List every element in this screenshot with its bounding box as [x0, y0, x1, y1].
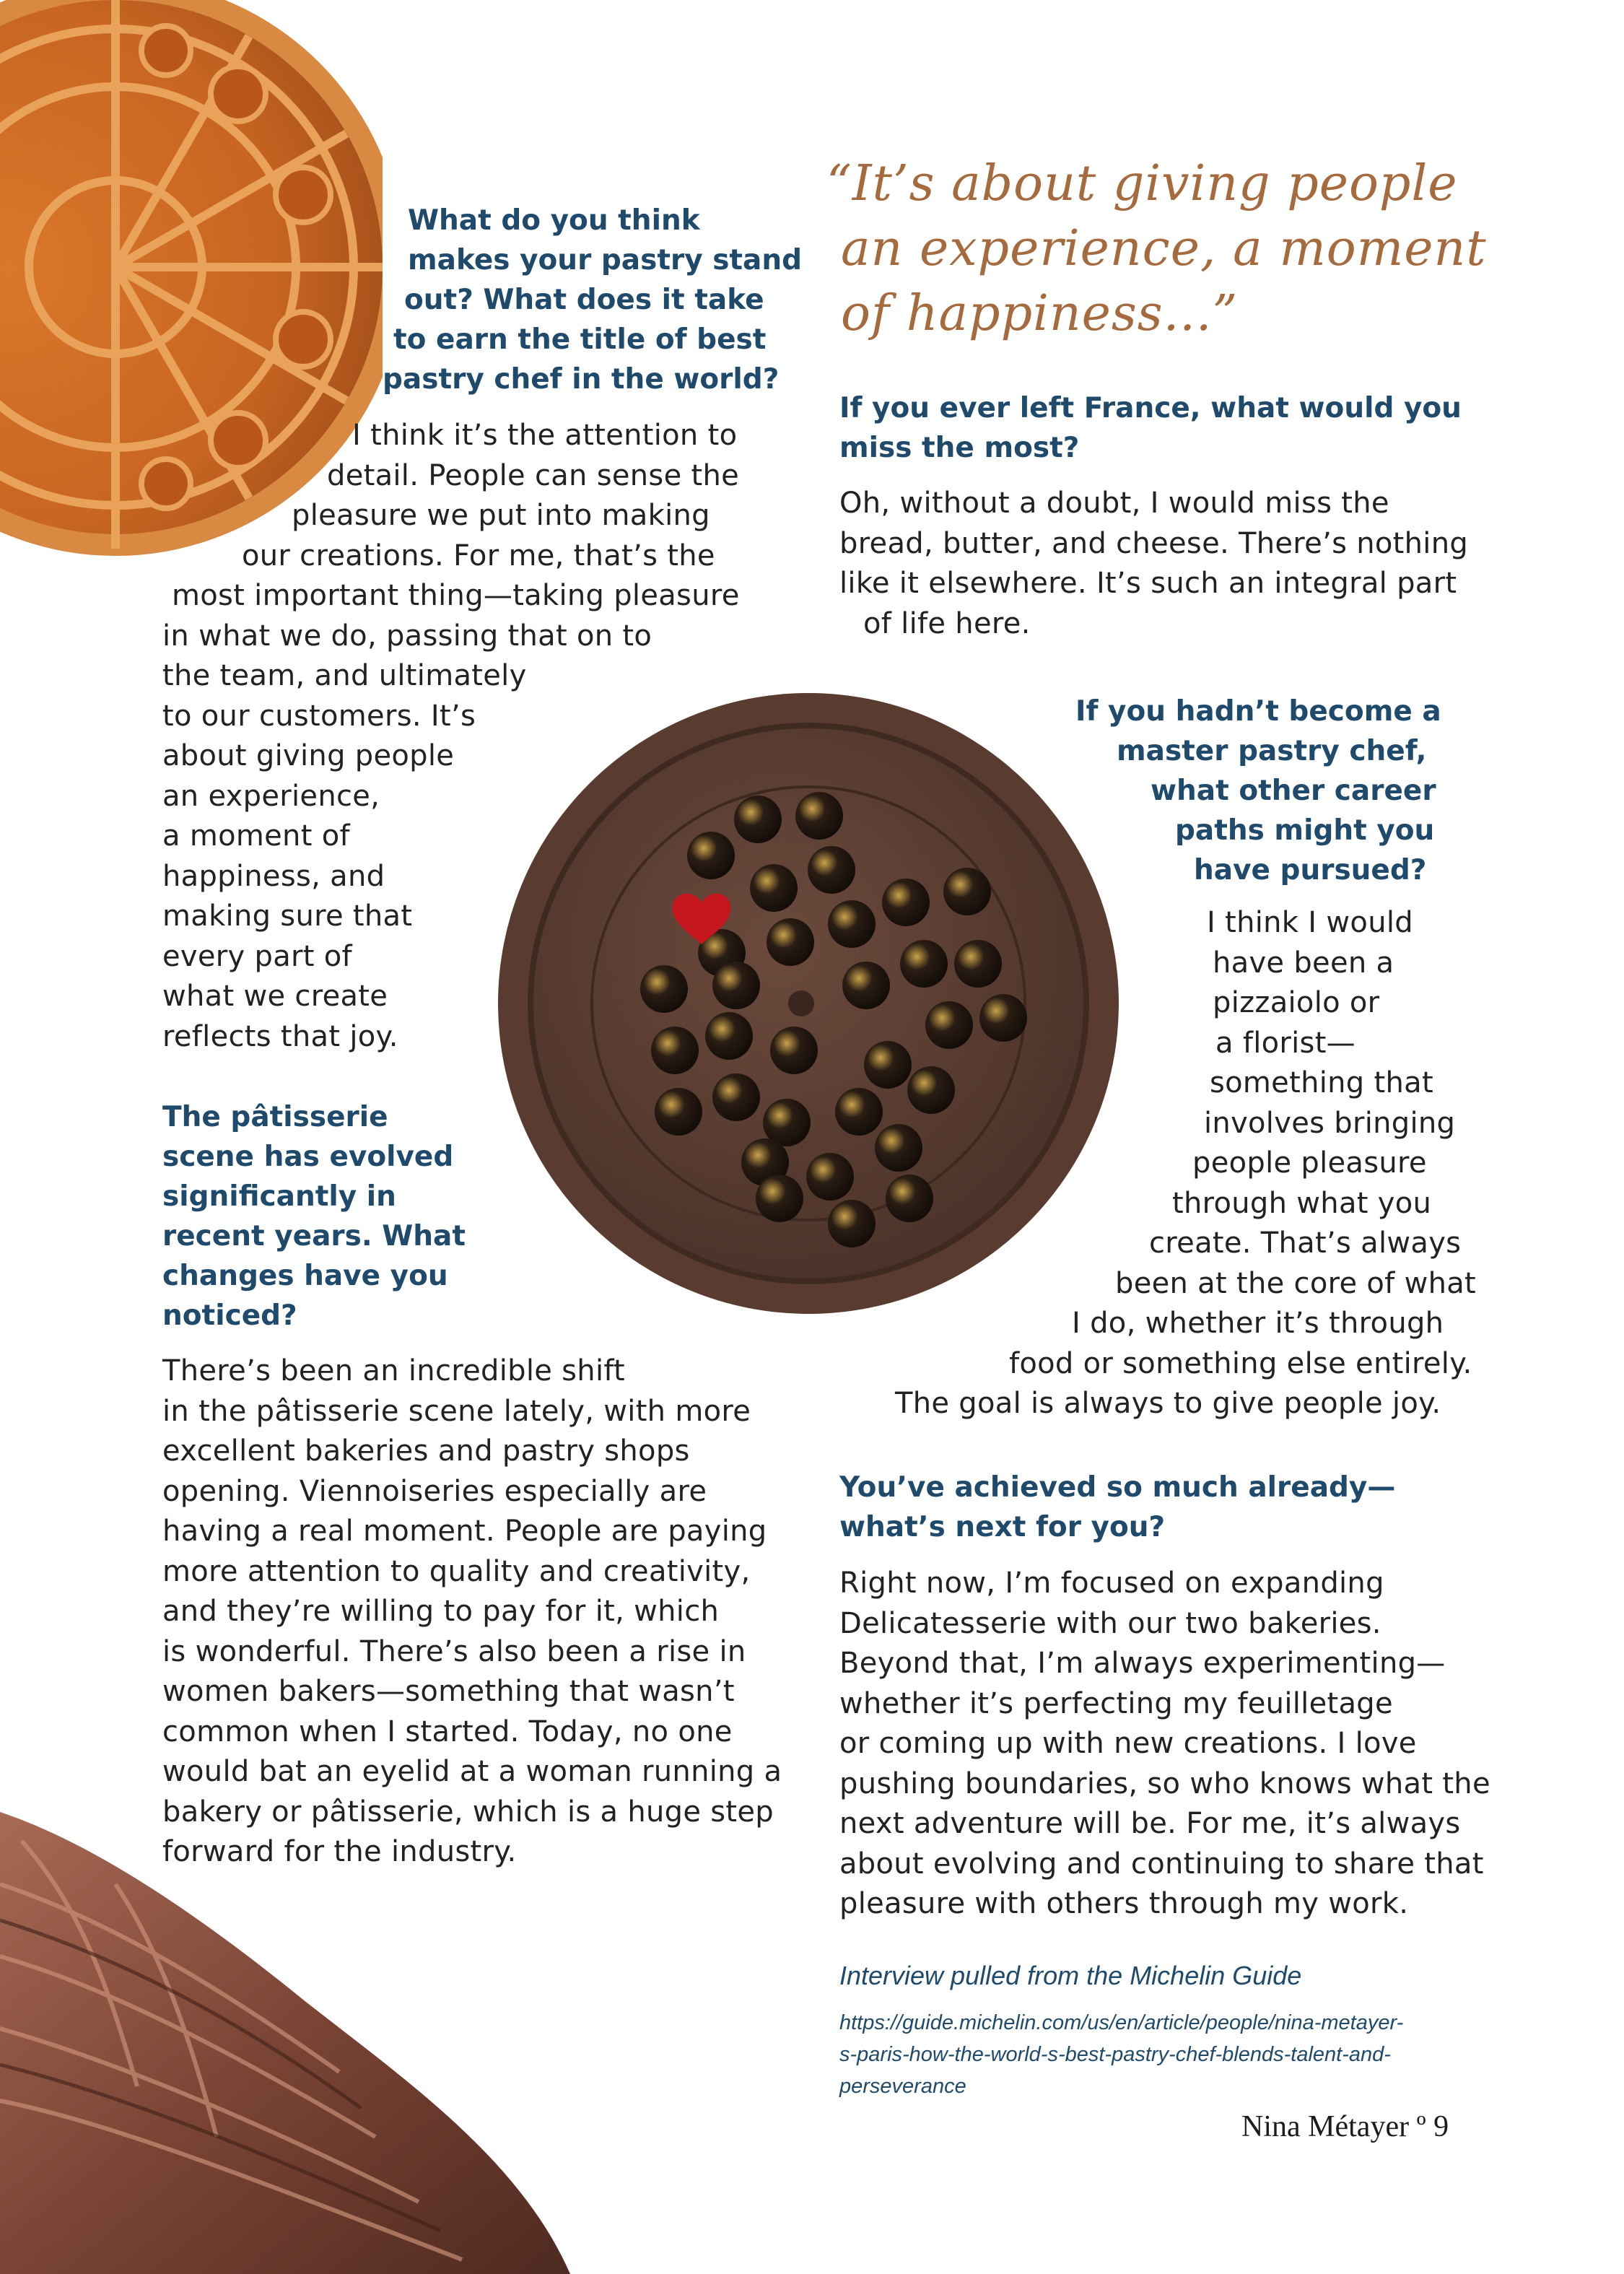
answer-patisserie-scene: There’s been an incredible shift in the pâtisserie scene lately, with more excellent bakeries and pastry shops opening. Viennoiseries especially are having a real moment. People are paying more attention to quality and creativity, and they’re willing to pay for it, which is wonderful. There’s also been a rise in women bakers—something that wasn’t common when I started. Today, no one would bat an eyelid at a woman running a bakery or pâtisserie, which is a huge step forward for the industry. [162, 1354, 782, 1868]
question-left-france: If you ever left France, what would you miss the most? [839, 392, 1462, 464]
answer-other-career: I think I would have been a pizzaiolo or a florist— something that involves bringing people pleasure through what you create. That’s always been at the core of what I do, whether it’s through food or something else entirely. The goal is always to give people joy. [895, 906, 1477, 1420]
answer-whats-next: Right now, I’m focused on expanding Delicatesserie with our two bakeries. Beyond that, I’m always experimenting— whether it’s perfecting my feuilletage or coming up with new creations. I love pushing boundaries, so who knows what the next adventure will be. For me, it’s always about evolving and continuing to share that pleasure with others through my work. [839, 1567, 1490, 1920]
pull-quote-line: “It’s about giving people [826, 155, 1458, 212]
pull-quote-line: of happiness...” [841, 285, 1239, 342]
question-patisserie-scene: The pâtisserie scene has evolved significantly in recent years. What changes have you noticed? [162, 1101, 466, 1332]
source-url[interactable]: https://guide.michelin.com/us/en/article/people/nina-metayer- s-paris-how-the-world-s-best-pastry-chef-blends-talent-and- perseverance [839, 2011, 1404, 2098]
answer-left-france: Oh, without a doubt, I would miss the bread, butter, and cheese. There’s nothing like it elsewhere. It’s such an integral part of life here. [839, 487, 1469, 640]
question-pastry-stand-out: What do you think makes your pastry stand out? What does it take to earn the title of best pastry chef in the world? [383, 204, 803, 396]
answer-pastry-stand-out: I think it’s the attention to detail. People can sense the pleasure we put into making our creations. For me, that’s the most important thing—taking pleasure in what we do, passing that on to the team, and ultimately to our customers. It’s about giving people an experience, a moment of happiness, and making sure that every part of what we create reflects that joy. [162, 419, 740, 1053]
pull-quote-line: an experience, a moment [841, 220, 1487, 277]
source-credit: Interview pulled from the Michelin Guide [839, 1961, 1302, 1990]
question-other-career: If you hadn’t become a master pastry chef, what other career paths might you have pursued? [1075, 695, 1441, 886]
question-whats-next: You’ve achieved so much already— what’s next for you? [839, 1471, 1396, 1543]
page-folio: Nina Métayer º 9 [1241, 2110, 1449, 2143]
pull-quote [826, 152, 1548, 347]
